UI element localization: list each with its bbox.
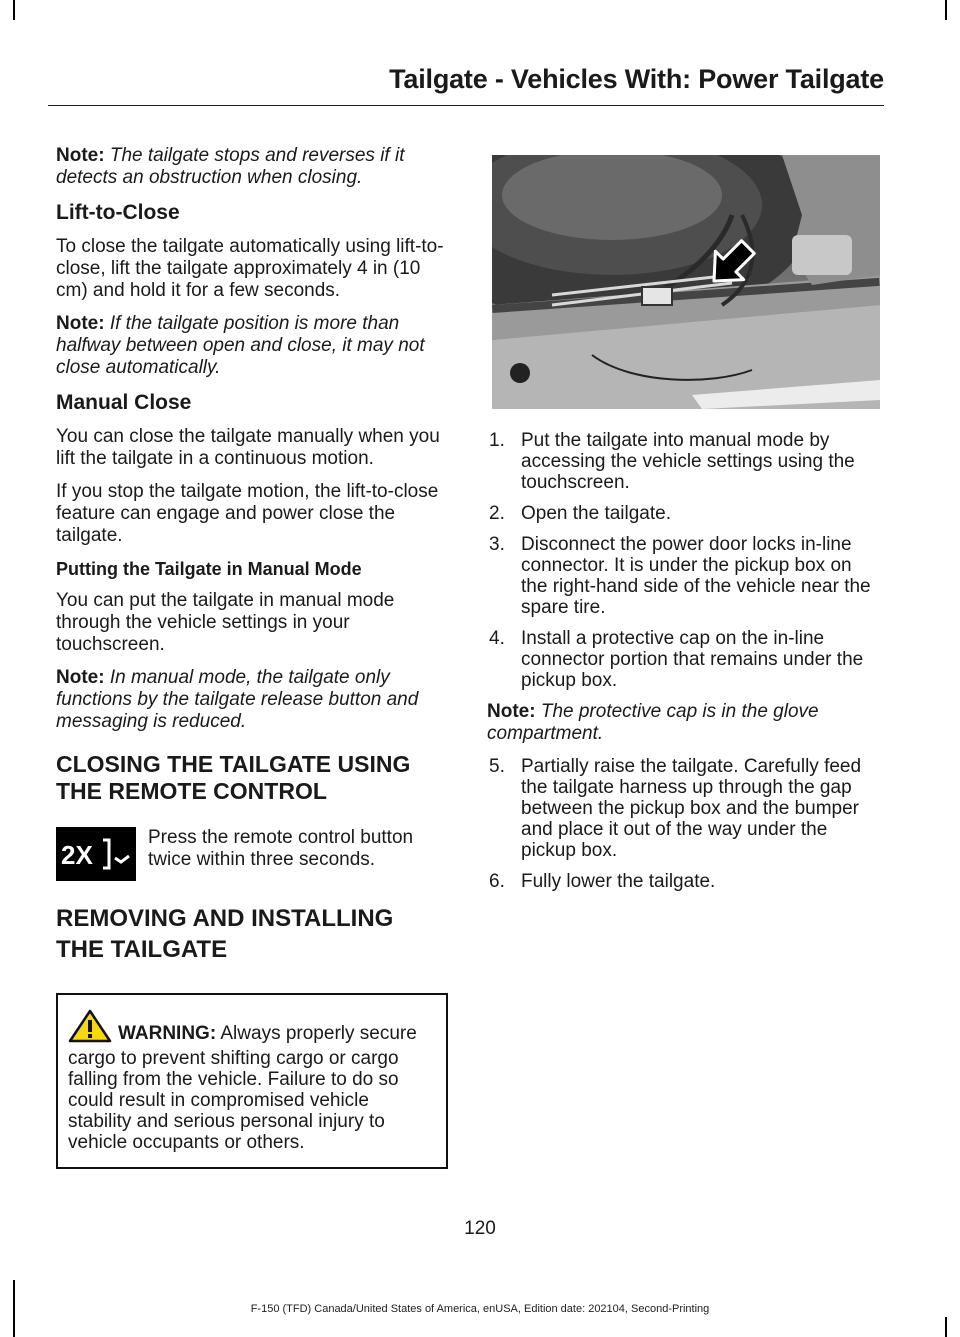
note-label: Note: <box>56 313 105 334</box>
page-number: 120 <box>464 1218 496 1239</box>
connector-location-image <box>492 155 880 409</box>
step-number: 3. <box>489 534 505 555</box>
warning-text: Always properly secure cargo to prevent shifting cargo or cargo falling from the vehicle. Failure to do so could result in compromised vehicle stability and serious personal injury to vehicle occupants or others. <box>68 1023 417 1153</box>
crop-mark-bottom-right <box>945 1317 947 1337</box>
note-halfway <box>56 313 448 379</box>
steps-list-b <box>487 756 879 892</box>
warning-label: WARNING: <box>118 1023 217 1044</box>
step-number: 5. <box>489 756 505 777</box>
note-label: Note: <box>487 701 536 722</box>
list-item <box>487 503 879 524</box>
heading-lift-to-close: Lift-to-Close <box>56 201 180 224</box>
step-text: Partially raise the tailgate. Carefully feed the tailgate harness up through the gap between the pickup box and the bumper and place it out of the way under the pickup box. <box>521 756 862 861</box>
steps-list-a <box>487 430 879 691</box>
warning-box <box>56 993 448 1169</box>
note-text: The tailgate stops and reverses if it detects an obstruction when closing. <box>56 145 405 188</box>
crop-mark-top-left <box>13 0 15 20</box>
note-protective-cap <box>487 701 879 745</box>
step-text: Disconnect the power door locks in-line connector. It is under the pickup box on the right-hand side of the vehicle near the spare tire. <box>521 534 871 618</box>
step-number: 4. <box>489 628 505 649</box>
note-manual-mode <box>56 667 448 733</box>
step-number: 6. <box>489 871 505 892</box>
remote-icon-label: 2X <box>61 840 93 870</box>
remote-double-press-icon <box>56 827 136 881</box>
step-text: Install a protective cap on the in-line connector portion that remains under the pickup box. <box>521 628 864 691</box>
manual-close-text-1: You can close the tailgate manually when you lift the tailgate in a continuous motion. <box>56 426 440 469</box>
step-number: 1. <box>489 430 505 451</box>
list-item <box>487 871 879 892</box>
heading-removing-line1: REMOVING AND INSTALLING <box>56 905 394 932</box>
heading-removing-line2: THE TAILGATE <box>56 936 228 963</box>
header-rule <box>48 105 884 106</box>
heading-manual-close: Manual Close <box>56 391 192 414</box>
crop-mark-top-right <box>945 0 947 20</box>
note-label: Note: <box>56 667 105 688</box>
heading-manual-mode: Putting the Tailgate in Manual Mode <box>56 559 362 579</box>
manual-mode-text: You can put the tailgate in manual mode through the vehicle settings in your touchscreen. <box>56 590 395 655</box>
spare-tire-connector-photo <box>492 155 880 409</box>
step-text: Fully lower the tailgate. <box>521 871 716 892</box>
note-text: If the tailgate position is more than halfway between open and close, it may not close automatically. <box>56 313 425 378</box>
note-text: In manual mode, the tailgate only functions by the tailgate release button and messaging is reduced. <box>56 667 419 732</box>
note-obstruction <box>56 145 448 189</box>
heading-closing-remote: CLOSING THE TAILGATE USING THE REMOTE CONTROL <box>56 751 411 804</box>
step-text: Put the tailgate into manual mode by accessing the vehicle settings using the touchscreen. <box>521 430 855 493</box>
remote-instruction <box>56 827 448 881</box>
note-text: The protective cap is in the glove compartment. <box>487 701 819 744</box>
list-item <box>487 534 879 618</box>
manual-close-text-2: If you stop the tailgate motion, the lift-to-close feature can engage and power close the tailgate. <box>56 481 439 546</box>
step-text: Open the tailgate. <box>521 503 671 524</box>
lift-to-close-text: To close the tailgate automatically using lift-to-close, lift the tailgate approximately 4 in (10 cm) and hold it for a few seconds. <box>56 236 444 301</box>
left-column <box>56 145 448 1169</box>
page-footer: F-150 (TFD) Canada/United States of America, enUSA, Edition date: 202104, Second-Printing <box>250 1303 710 1315</box>
page-header-title: Tailgate - Vehicles With: Power Tailgate <box>389 64 884 94</box>
step-number: 2. <box>489 503 505 524</box>
list-item <box>487 756 879 861</box>
note-label: Note: <box>56 145 105 166</box>
warning-triangle-icon <box>68 1009 112 1048</box>
list-item <box>487 628 879 691</box>
remote-instruction-text: Press the remote control button twice within three seconds. <box>148 827 414 870</box>
list-item <box>487 430 879 493</box>
tailgate-remote-icon <box>59 832 133 876</box>
right-column <box>487 430 879 902</box>
